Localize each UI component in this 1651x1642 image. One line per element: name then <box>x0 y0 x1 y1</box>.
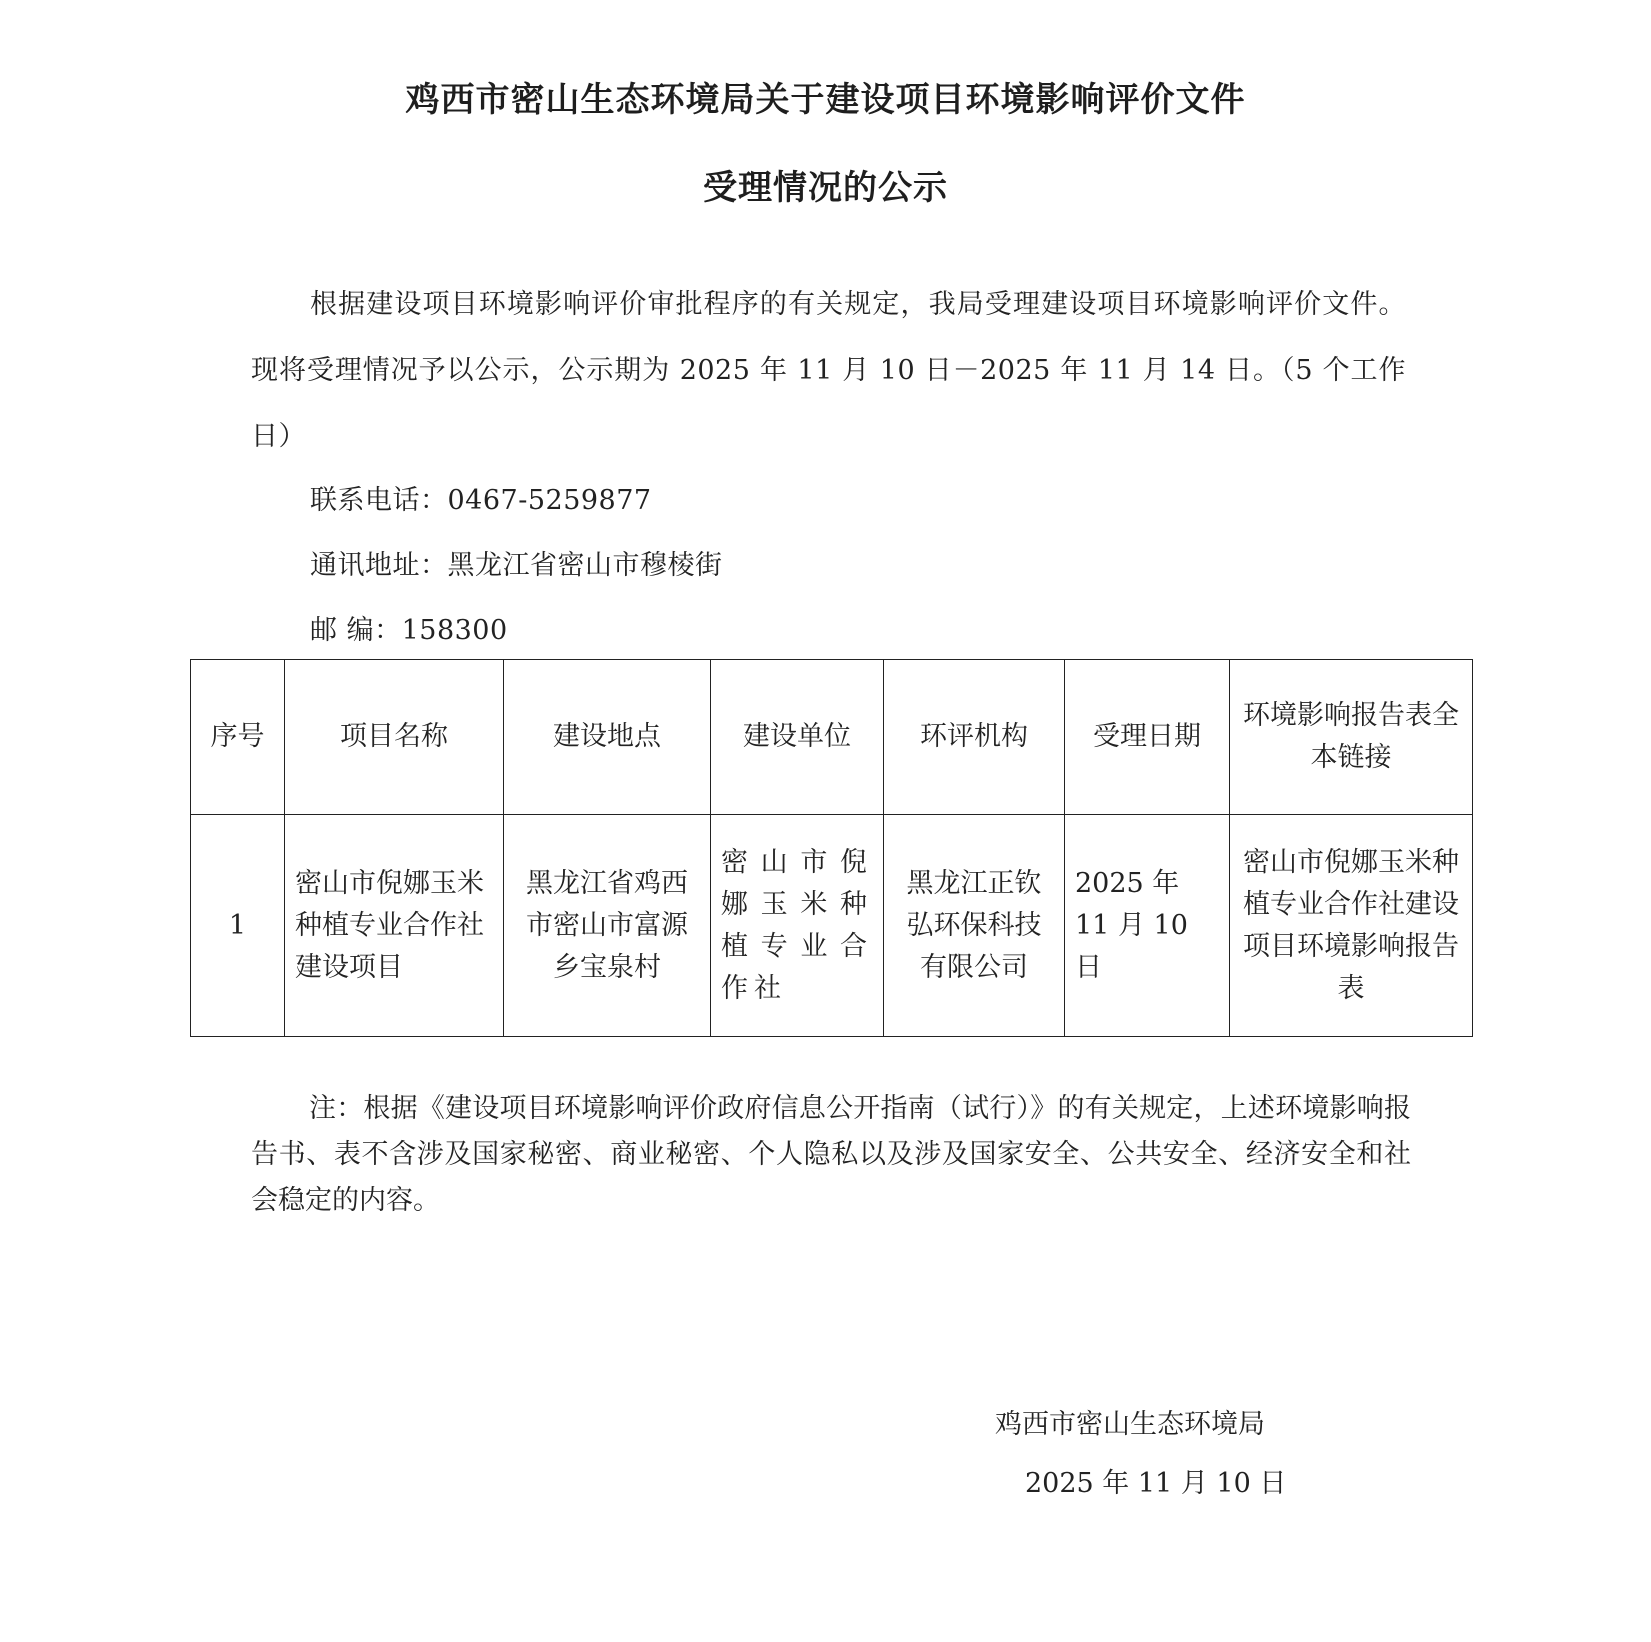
table-row <box>191 815 1473 1037</box>
table-header-row <box>191 660 1473 815</box>
header-builder: 建设单位 <box>711 660 884 815</box>
contact-address: 通讯地址：黑龙江省密山市穆棱街 <box>310 550 723 581</box>
postal-code: 邮 编：158300 <box>310 615 508 646</box>
acceptance-table <box>190 659 1473 1037</box>
header-index: 序号 <box>191 660 285 815</box>
cell-report-link[interactable]: 密山市倪娜玉米种植专业合作社建设项目环境影响报告表 <box>1230 815 1473 1037</box>
header-accept-date: 受理日期 <box>1065 660 1230 815</box>
cell-location: 黑龙江省鸡西市密山市富源乡宝泉村 <box>504 815 711 1037</box>
cell-eia-agency: 黑龙江正钦弘环保科技有限公司 <box>884 815 1065 1037</box>
cell-index: 1 <box>191 815 285 1037</box>
header-eia-agency: 环评机构 <box>884 660 1065 815</box>
header-location: 建设地点 <box>504 660 711 815</box>
cell-builder: 密山市倪娜玉米种植专业合作社 <box>711 815 884 1037</box>
signature-date: 2025 年 11 月 10 日 <box>1025 1468 1287 1499</box>
cell-accept-date: 2025 年 11 月 10 日 <box>1065 815 1230 1037</box>
header-project-name: 项目名称 <box>285 660 504 815</box>
intro-paragraph: 根据建设项目环境影响评价审批程序的有关规定，我局受理建设项目环境影响评价文件。现将受理情况予以公示，公示期为 2025 年 11 月 10 日－2025 年 11 月 14 日。（5 个工作日） <box>251 289 1406 452</box>
document-title-line-2: 受理情况的公示 <box>703 168 948 208</box>
disclaimer-note: 注：根据《建设项目环境影响评价政府信息公开指南（试行）》的有关规定，上述环境影响报告书、表不含涉及国家秘密、商业秘密、个人隐私以及涉及国家安全、公共安全、经济安全和社会稳定的内容。 <box>251 1093 1411 1216</box>
signature-organization: 鸡西市密山生态环境局 <box>995 1409 1265 1440</box>
contact-phone: 联系电话：0467-5259877 <box>310 485 652 516</box>
cell-project-name: 密山市倪娜玉米种植专业合作社建设项目 <box>285 815 504 1037</box>
header-report-link: 环境影响报告表全本链接 <box>1230 660 1473 815</box>
document-title-line-1: 鸡西市密山生态环境局关于建设项目环境影响评价文件 <box>405 80 1246 120</box>
